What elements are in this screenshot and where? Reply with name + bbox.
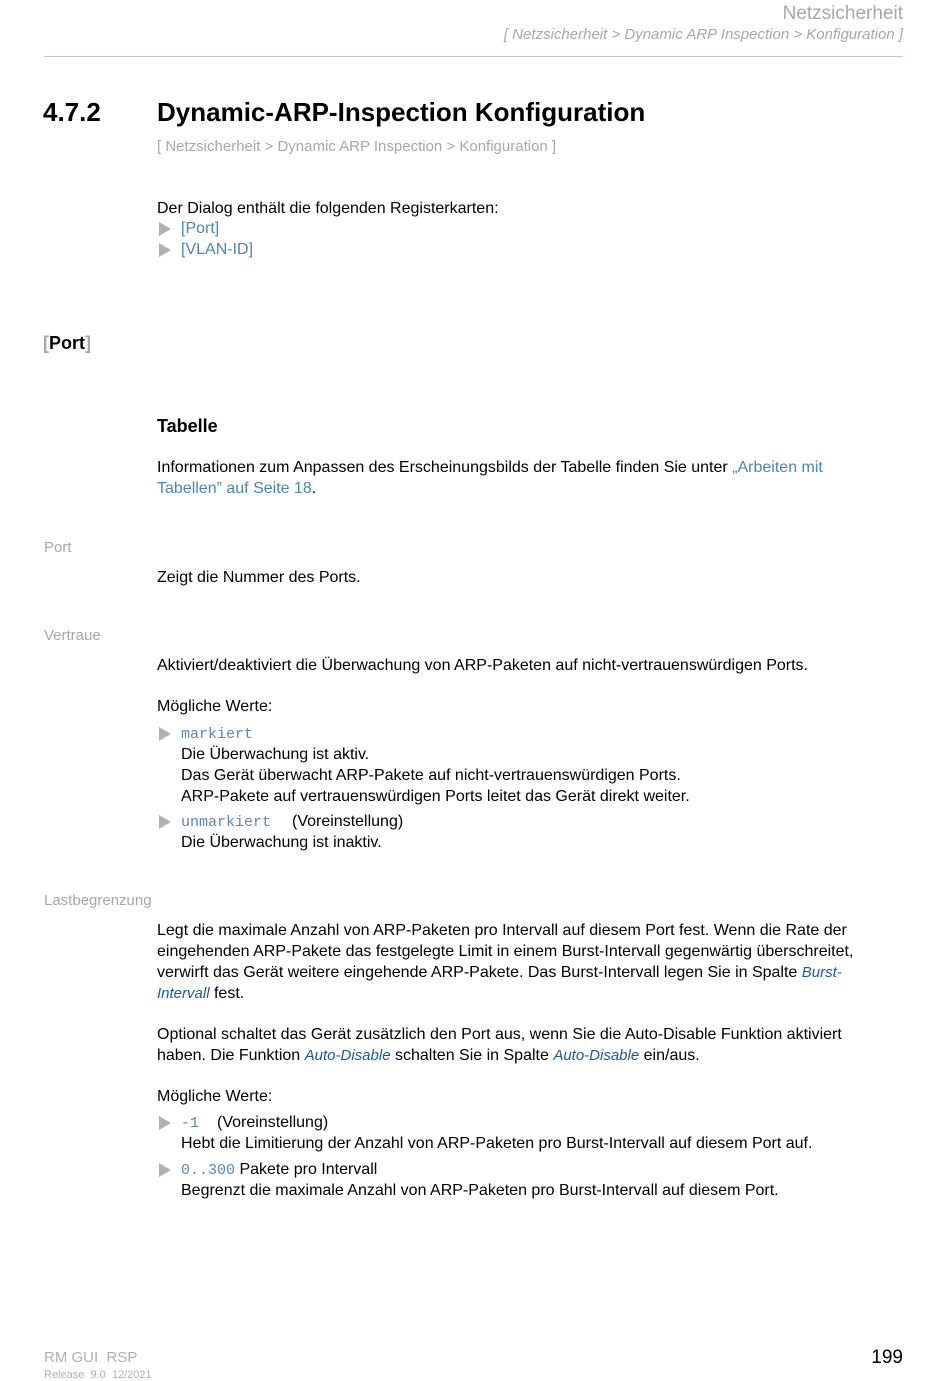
bullet-arrow-icon	[159, 815, 171, 829]
value-range-line	[181, 1160, 377, 1182]
value-range-note: Pakete pro Intervall	[235, 1161, 378, 1178]
value-desc-line: Die Überwachung ist aktiv.	[181, 746, 370, 763]
header-divider	[44, 56, 903, 57]
value-default-note: (Voreinstellung)	[217, 1114, 329, 1131]
column-ref-burst-interval: Burst-	[801, 964, 842, 981]
param-desc-port: Zeigt die Nummer des Ports.	[157, 569, 361, 586]
bullet-arrow-icon	[159, 1163, 171, 1177]
table-info-line-1	[157, 458, 907, 479]
values-label: Mögliche Werte:	[157, 698, 273, 715]
rate-desc-text: verwirft das Gerät weitere eingehende ARP-Pakete. Das Burst-Intervall legen Sie in Spalte	[157, 964, 802, 981]
value-code-marked: markiert	[181, 726, 254, 743]
value-desc-line: Das Gerät überwacht ARP-Pakete auf nicht-vertrauenswürdigen Ports.	[181, 767, 681, 784]
rate-desc-line: Optional schaltet das Gerät zusätzlich den Port aus, wenn Sie die Auto-Disable Funktion aktiviert	[157, 1026, 842, 1043]
footer-doc-title: RM GUI RSP	[44, 1349, 138, 1366]
value-desc-line: Begrenzt die maximale Anzahl von ARP-Paketen pro Burst-Intervall auf diesem Port.	[181, 1182, 779, 1199]
rate-desc-text: fest.	[209, 985, 245, 1002]
param-name-trust: Vertraue	[44, 627, 101, 644]
footer-release: Release 9.0 12/2021	[44, 1369, 152, 1381]
intro-text: Der Dialog enthält die folgenden Registerkarten:	[157, 200, 499, 217]
rate-desc-line	[157, 1046, 700, 1067]
rate-desc-text: ein/aus.	[639, 1047, 700, 1064]
bullet-arrow-icon	[159, 727, 171, 741]
table-info-link-cont[interactable]: Tabellen” auf Seite 18	[157, 480, 312, 497]
rate-desc-line	[157, 984, 244, 1005]
values-label: Mögliche Werte:	[157, 1088, 273, 1105]
column-ref-burst-interval-cont: Intervall	[157, 985, 210, 1002]
section-path: [ Netzsicherheit > Dynamic ARP Inspection > Konfiguration ]	[157, 138, 557, 155]
param-name-port: Port	[44, 539, 72, 556]
bracket-open: [	[43, 333, 49, 353]
param-desc-trust: Aktiviert/deaktiviert die Überwachung von ARP-Paketen auf nicht-vertrauenswürdigen Ports.	[157, 657, 808, 674]
value-desc-line: ARP-Pakete auf vertrauenswürdigen Ports leitet das Gerät direkt weiter.	[181, 788, 690, 805]
rate-desc-text: haben. Die Funktion	[157, 1047, 305, 1064]
table-info-link[interactable]: „Arbeiten mit	[732, 459, 823, 476]
section-number: 4.7.2	[43, 97, 101, 127]
value-code-minus-one: -1	[181, 1115, 200, 1132]
rate-desc-text: schalten Sie in Spalte	[390, 1047, 554, 1064]
value-desc-line: Hebt die Limitierung der Anzahl von ARP-Paketen pro Burst-Intervall auf diesem Port auf.	[181, 1135, 813, 1152]
value-default-note: (Voreinstellung)	[292, 813, 404, 830]
table-heading: Tabelle	[157, 416, 218, 436]
tab-link-port[interactable]: [Port]	[181, 220, 220, 237]
tab-heading-port	[43, 333, 91, 354]
section-title: Dynamic-ARP-Inspection Konfiguration	[157, 97, 646, 127]
bullet-arrow-icon	[159, 243, 171, 257]
tab-heading-label: Port	[49, 333, 85, 353]
rate-desc-line	[157, 963, 842, 984]
rate-desc-line: eingehenden ARP-Pakete das festgelegte Limit in einem Burst-Intervall gegenwärtig überschreitet,	[157, 943, 854, 960]
function-ref-auto-disable: Auto-Disable	[304, 1047, 391, 1064]
running-header-title: Netzsicherheit	[782, 3, 903, 24]
bullet-arrow-icon	[159, 1116, 171, 1130]
page-number: 199	[871, 1347, 903, 1368]
table-info-line-2	[157, 479, 316, 500]
running-header-path: [ Netzsicherheit > Dynamic ARP Inspection > Konfiguration ]	[503, 26, 903, 43]
bullet-arrow-icon	[159, 222, 171, 236]
value-code-unmarked: unmarkiert	[181, 814, 272, 831]
rate-desc-line: Legt die maximale Anzahl von ARP-Paketen pro Intervall auf diesem Port fest. Wenn die Rate der	[157, 922, 847, 939]
value-code-range: 0..300	[181, 1162, 236, 1179]
value-desc-line: Die Überwachung ist inaktiv.	[181, 834, 382, 851]
tab-link-vlan-id[interactable]: [VLAN-ID]	[181, 241, 254, 258]
table-info-period: .	[311, 480, 317, 497]
column-ref-auto-disable: Auto-Disable	[553, 1047, 640, 1064]
param-name-rate-limit: Lastbegrenzung	[44, 892, 152, 909]
table-info-text: Informationen zum Anpassen des Erscheinungsbilds der Tabelle finden Sie unter	[157, 459, 733, 476]
bracket-close: ]	[85, 333, 91, 353]
